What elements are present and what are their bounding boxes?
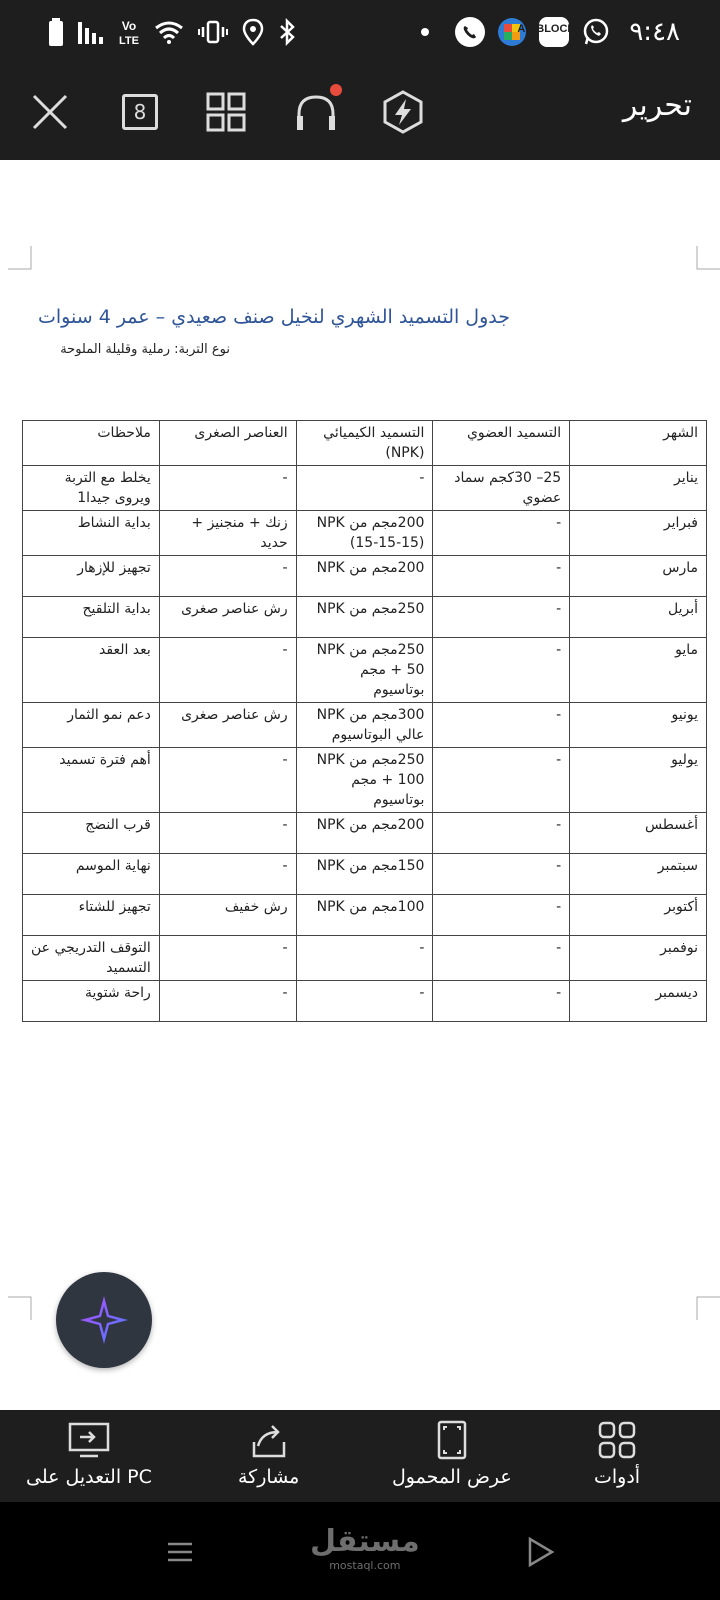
menu-icon: [166, 1538, 194, 1566]
tools-icon: [597, 1420, 637, 1460]
pc-edit-icon: [68, 1420, 110, 1460]
document-page: [0, 160, 720, 1410]
table-cell: أكتوبر: [570, 895, 707, 936]
edit-button[interactable]: تحرير: [622, 88, 692, 123]
table-row: [23, 895, 707, 936]
table-cell: 200مجم من NPK: [296, 556, 433, 597]
table-cell: أغسطس: [570, 813, 707, 854]
back-button[interactable]: [518, 1530, 562, 1574]
crop-mark: [8, 1296, 32, 1320]
table-cell: التوقف التدريجي عن التسميد: [23, 936, 160, 981]
header-month: الشهر: [570, 421, 707, 466]
tabs-count-icon: [122, 94, 158, 130]
table-cell: 25– 30كجم سماد عضوي: [433, 466, 570, 511]
table-header-row: [23, 421, 707, 466]
table-cell: قرب النضج: [23, 813, 160, 854]
adblock-text: AD BLOCKER: [517, 23, 592, 35]
table-cell: سبتمبر: [570, 854, 707, 895]
table-cell: يوليو: [570, 748, 707, 813]
edit-on-pc-button[interactable]: [26, 1420, 152, 1500]
table-row: [23, 556, 707, 597]
table-cell: -: [159, 748, 296, 813]
table-cell: رش عناصر صغرى: [159, 703, 296, 748]
dot-icon: [421, 28, 429, 36]
table-cell: -: [433, 597, 570, 638]
lightning-icon: [381, 90, 425, 134]
table-cell: 300مجم من NPK عالي البوتاسيوم: [296, 703, 433, 748]
table-cell: أهم فترة تسميد: [23, 748, 160, 813]
fertilization-table: [22, 420, 707, 1022]
table-cell: -: [433, 511, 570, 556]
table-row: [23, 466, 707, 511]
svg-text:LTE: LTE: [119, 35, 139, 47]
table-cell: -: [433, 556, 570, 597]
table-cell: رش خفيف: [159, 895, 296, 936]
table-cell: -: [159, 936, 296, 981]
table-cell: تجهيز للشتاء: [23, 895, 160, 936]
table-cell: -: [159, 981, 296, 1022]
table-row: [23, 748, 707, 813]
share-label: مشاركة: [238, 1466, 300, 1488]
document-subtitle: نوع التربة: رملية وقليلة الملوحة: [60, 342, 230, 357]
crop-mark: [696, 246, 720, 270]
table-cell: -: [433, 936, 570, 981]
watermark: [310, 1524, 420, 1572]
table-cell: -: [433, 854, 570, 895]
apps-button[interactable]: [196, 82, 256, 142]
table-cell: يخلط مع التربة ويروى جيدا1: [23, 466, 160, 511]
tools-button[interactable]: [594, 1420, 640, 1500]
close-icon: [30, 92, 70, 132]
vibrate-icon: [198, 20, 228, 44]
share-button[interactable]: [238, 1420, 299, 1500]
table-cell: -: [296, 981, 433, 1022]
grid-icon: [206, 92, 246, 132]
bottom-action-bar: [0, 1410, 720, 1502]
table-cell: يناير: [570, 466, 707, 511]
crop-mark: [8, 246, 32, 270]
table-row: [23, 511, 707, 556]
speed-button[interactable]: [373, 82, 433, 142]
clock: ٩:٤٨: [629, 17, 680, 47]
header-notes: ملاحظات: [23, 421, 160, 466]
close-button[interactable]: [20, 82, 80, 142]
status-icons-left: [48, 14, 296, 50]
table-cell: بعد العقد: [23, 638, 160, 703]
table-cell: نوفمبر: [570, 936, 707, 981]
table-cell: -: [159, 813, 296, 854]
table-cell: مارس: [570, 556, 707, 597]
table-row: [23, 936, 707, 981]
table-cell: -: [159, 854, 296, 895]
status-bar: [0, 0, 720, 64]
table-cell: 200مجم من NPK (15-15-15): [296, 511, 433, 556]
battery-icon: [48, 18, 64, 46]
mobile-view-button[interactable]: [392, 1420, 512, 1500]
share-icon: [248, 1420, 290, 1460]
table-cell: ديسمبر: [570, 981, 707, 1022]
document-title: جدول التسميد الشهري لنخيل صنف صعيدي – عمر 4 سنوات: [38, 306, 510, 328]
table-cell: 200مجم من NPK: [296, 813, 433, 854]
mobile-view-icon: [436, 1420, 468, 1460]
table-cell: -: [296, 466, 433, 511]
table-row: [23, 703, 707, 748]
headphones-button[interactable]: [286, 82, 346, 142]
table-cell: -: [433, 981, 570, 1022]
header-chemical: التسميد الكيميائي (NPK): [296, 421, 433, 466]
table-cell: -: [296, 936, 433, 981]
table-cell: 250مجم من NPK: [296, 597, 433, 638]
volte-icon: [118, 18, 140, 46]
watermark-url: mostaql.com: [329, 1559, 401, 1572]
table-row: [23, 981, 707, 1022]
table-cell: 150مجم من NPK: [296, 854, 433, 895]
bluetooth-icon: [278, 19, 296, 45]
crop-mark: [696, 1296, 720, 1320]
tools-label: أدوات: [594, 1466, 641, 1488]
table-cell: أبريل: [570, 597, 707, 638]
table-cell: -: [433, 748, 570, 813]
table-cell: فبراير: [570, 511, 707, 556]
table-cell: يونيو: [570, 703, 707, 748]
back-icon: [526, 1537, 554, 1567]
notification-dot: [330, 84, 342, 96]
table-cell: تجهيز للإزهار: [23, 556, 160, 597]
app-toolbar: [0, 64, 720, 160]
system-nav-bar: [0, 1502, 720, 1600]
table-cell: -: [433, 703, 570, 748]
table-cell: بداية النشاط: [23, 511, 160, 556]
table-cell: 250مجم من NPK + 100 مجم بوتاسيوم: [296, 748, 433, 813]
table-cell: دعم نمو الثمار: [23, 703, 160, 748]
table-cell: 100مجم من NPK: [296, 895, 433, 936]
mobile-view-label: عرض المحمول: [392, 1466, 512, 1488]
headphones-icon: [294, 92, 338, 132]
wifi-icon: [154, 20, 184, 44]
watermark-text: مستقل: [310, 1524, 420, 1559]
table-cell: رش عناصر صغرى: [159, 597, 296, 638]
location-icon: [242, 19, 264, 45]
table-cell: 250مجم من NPK + 50 مجم بوتاسيوم: [296, 638, 433, 703]
adblocker-icon: [517, 17, 592, 47]
whatsapp-icon: [581, 17, 611, 47]
table-cell: -: [159, 466, 296, 511]
svg-text:Vo: Vo: [121, 19, 137, 33]
tab-count: 8: [133, 100, 147, 124]
recents-button[interactable]: [158, 1530, 202, 1574]
table-cell: مايو: [570, 638, 707, 703]
table-cell: -: [159, 638, 296, 703]
edit-on-pc-label: التعديل على PC: [26, 1466, 152, 1488]
table-row: [23, 813, 707, 854]
status-icons-right: [421, 14, 680, 50]
table-cell: راحة شتوية: [23, 981, 160, 1022]
table-cell: نهاية الموسم: [23, 854, 160, 895]
sparkle-icon: [76, 1292, 132, 1348]
table-cell: زنك + منجنيز + حديد: [159, 511, 296, 556]
table-cell: -: [433, 638, 570, 703]
table-cell: -: [159, 556, 296, 597]
header-organic: التسميد العضوي: [433, 421, 570, 466]
table-cell: -: [433, 895, 570, 936]
signal-icon: [78, 20, 104, 44]
table-row: [23, 854, 707, 895]
header-micro: العناصر الصغرى: [159, 421, 296, 466]
ai-assistant-button[interactable]: [56, 1272, 152, 1368]
table-cell: بداية التلقيح: [23, 597, 160, 638]
tabs-button[interactable]: [110, 82, 170, 142]
table-row: [23, 597, 707, 638]
viber-icon: [455, 17, 485, 47]
table-row: [23, 638, 707, 703]
table-cell: -: [433, 813, 570, 854]
